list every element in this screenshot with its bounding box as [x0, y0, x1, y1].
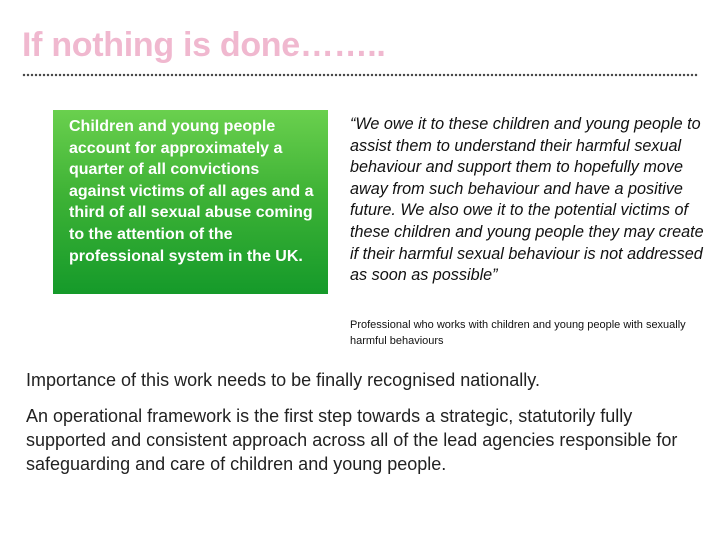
quote-attribution: Professional who works with children and young people with sexually harmful behaviours: [350, 319, 686, 347]
professional-quote: “We owe it to these children and young people to assist them to understand their harmful sexual behaviour and support them to hopefully move away from such behaviour and have a positive future. We also owe it to the potential victims of these children and young people they may create if their harmful sexual behaviour is not addressed as soon as possible”: [350, 115, 704, 285]
framework-paragraph: An operational framework is the first step towards a strategic, statutorily fully supported and consistent approach across all of the lead agencies responsible for safeguarding and care of children and young people.: [26, 406, 678, 474]
statistic-text: Children and young people account for approximately a quarter of all convictions against victims of all ages and a third of all sexual abuse coming to the attention of the professional system in the UK.: [69, 118, 314, 265]
dotted-divider: [22, 72, 698, 78]
slide-title: If nothing is done……..: [22, 26, 386, 64]
statistic-box: [53, 110, 328, 294]
importance-paragraph: Importance of this work needs to be finally recognised nationally.: [26, 370, 540, 390]
